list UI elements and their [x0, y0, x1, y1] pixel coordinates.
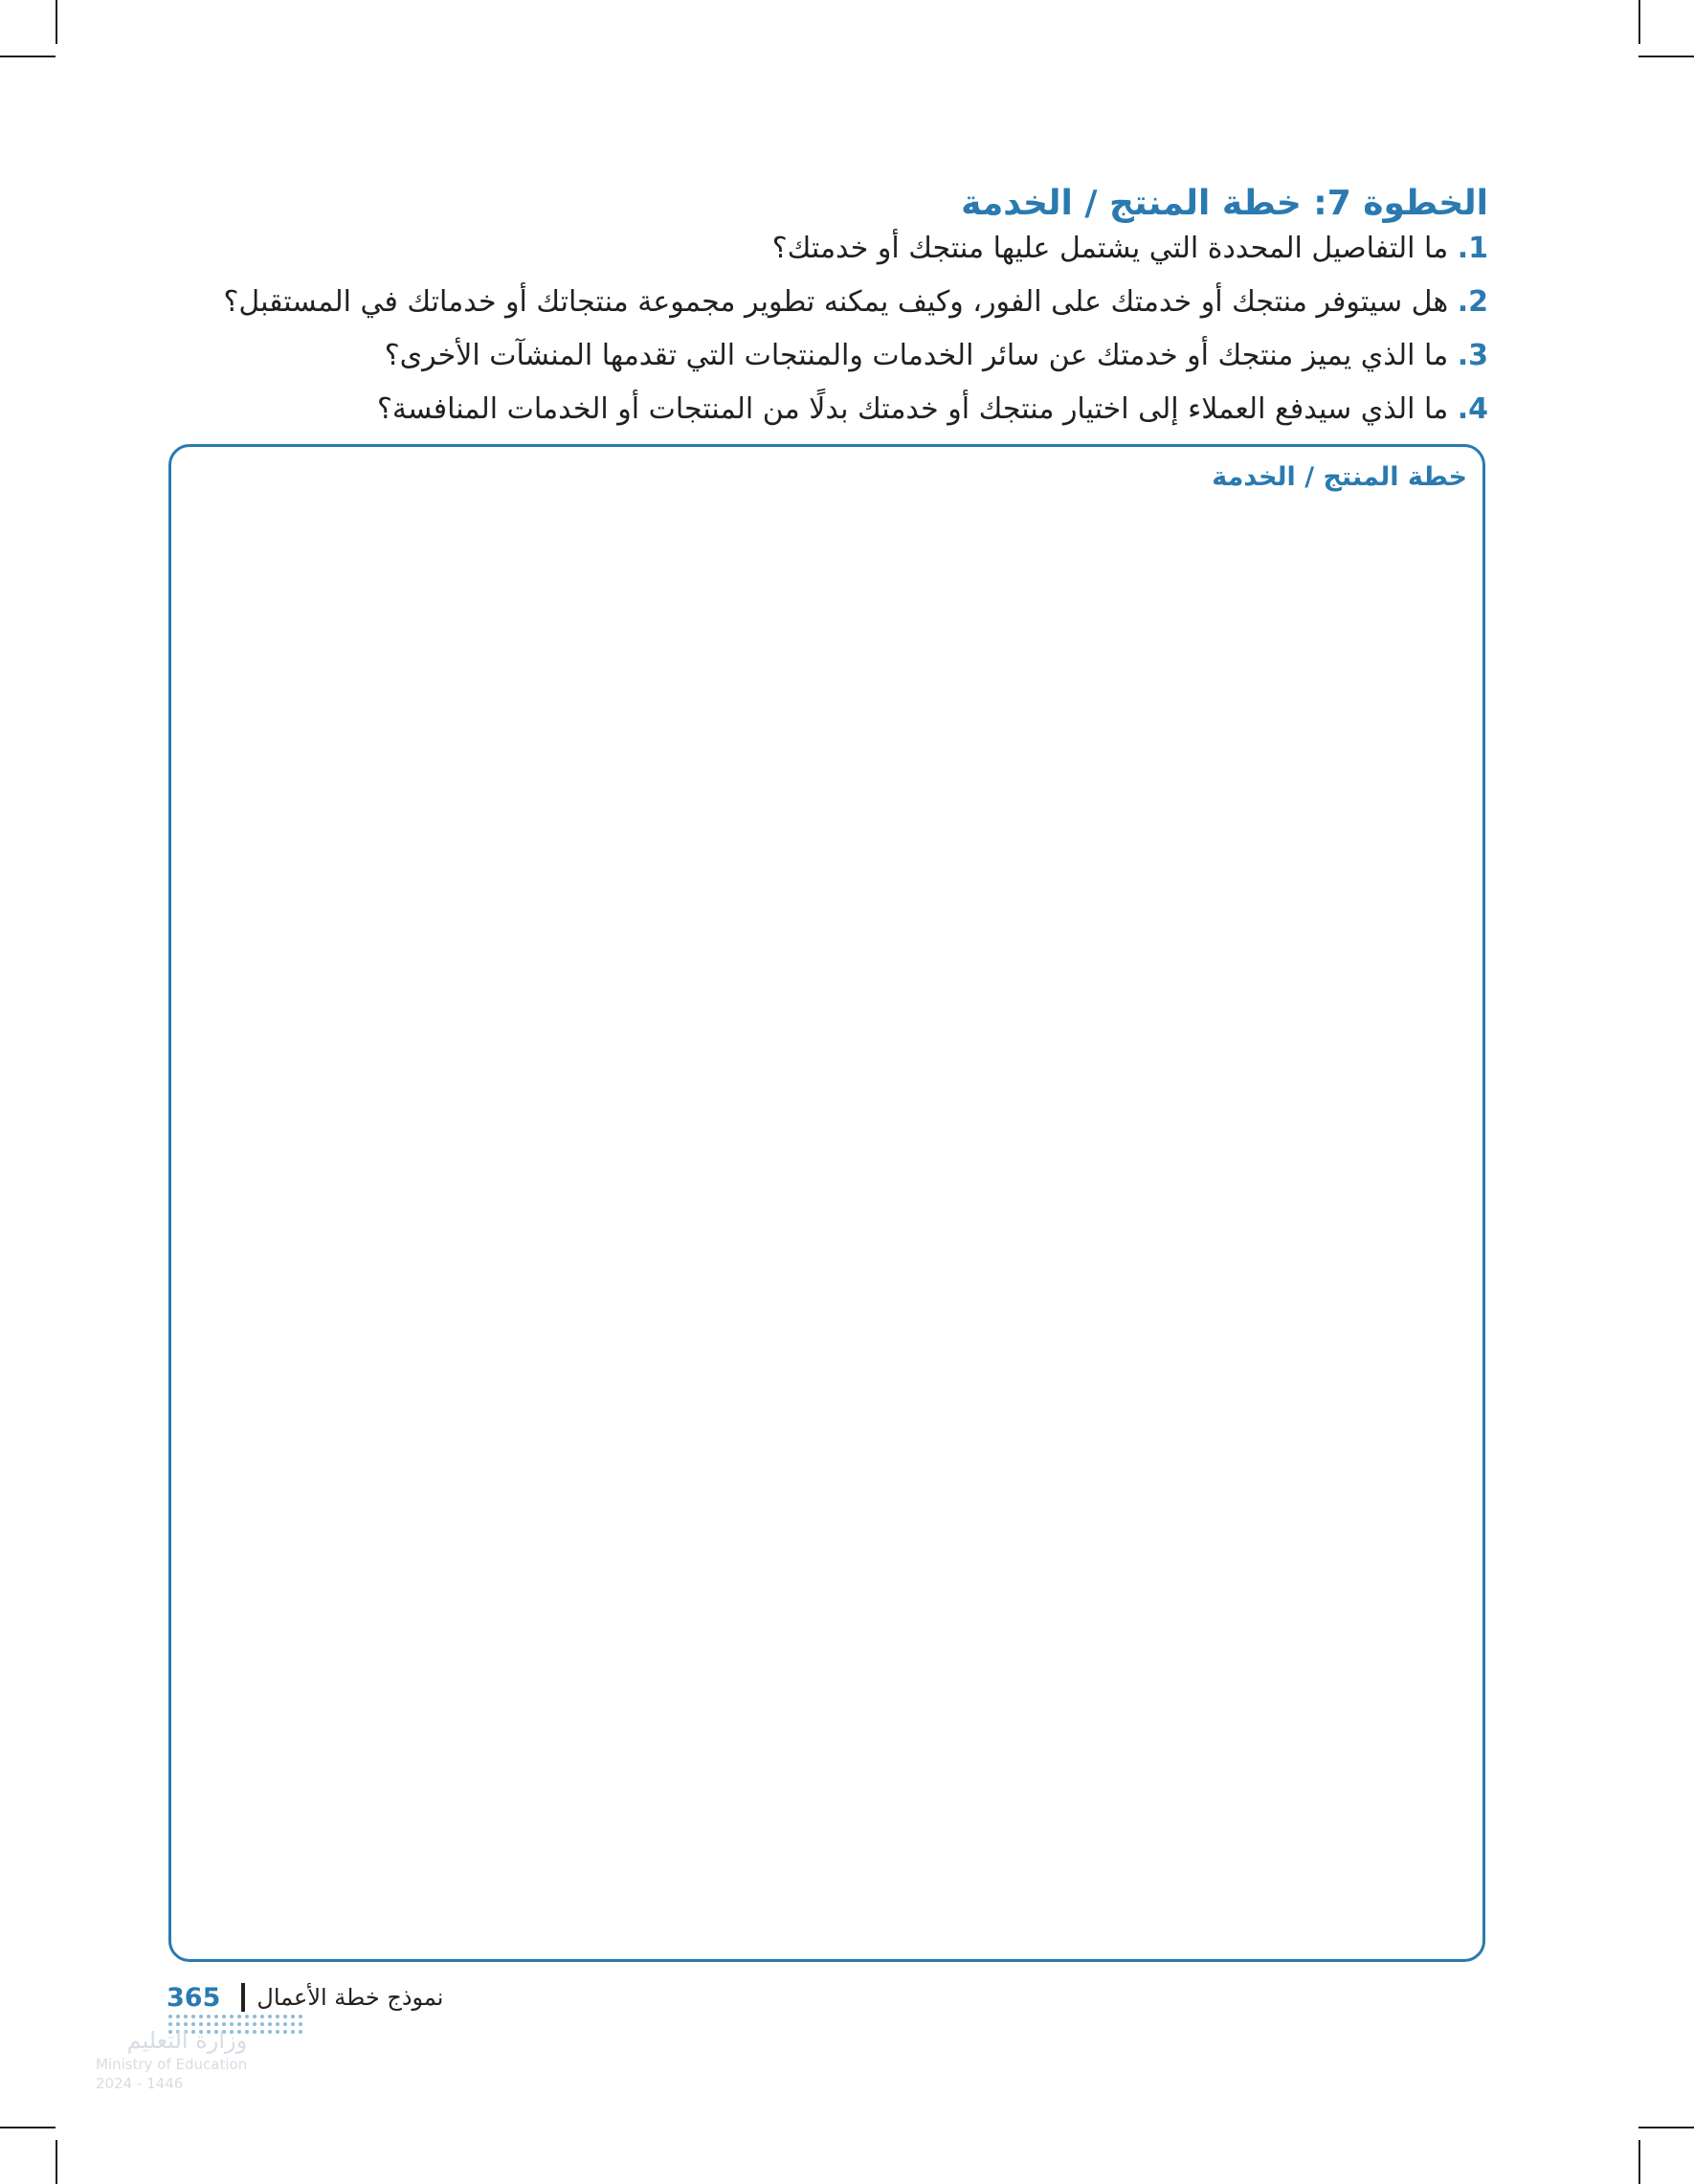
question-number: 2.	[1457, 285, 1488, 319]
ministry-watermark	[96, 2027, 247, 2092]
question-text: ما الذي سيدفع العملاء إلى اختيار منتجك أو خدمتك بدلًا من المنتجات أو الخدمات المنافسة؟	[377, 392, 1458, 426]
answer-box-title: خطة المنتج / الخدمة	[1212, 462, 1467, 492]
crop-mark	[1638, 2140, 1640, 2184]
question-list	[167, 222, 1488, 436]
question-item	[167, 276, 1488, 329]
crop-mark	[56, 0, 57, 44]
ministry-name-english: Ministry of Education	[96, 2056, 248, 2073]
footer-separator	[241, 1983, 245, 2012]
page-number: 365	[167, 1982, 221, 2013]
crop-mark	[0, 56, 56, 57]
question-text: ما التفاصيل المحددة التي يشتمل عليها منتجك أو خدمتك؟	[771, 232, 1458, 265]
question-item	[167, 383, 1488, 436]
crop-mark	[1638, 2127, 1694, 2128]
question-number: 1.	[1457, 232, 1488, 265]
question-number: 4.	[1457, 392, 1488, 426]
question-text: هل سيتوفر منتجك أو خدمتك على الفور، وكيف يمكنه تطوير مجموعة منتجاتك أو خدماتك في المستقبل؟	[223, 285, 1458, 319]
question-item	[167, 222, 1488, 276]
crop-mark	[1638, 56, 1694, 57]
crop-mark	[1638, 0, 1640, 44]
edition-year: 2024 - 1446	[96, 2075, 184, 2092]
question-number: 3.	[1457, 339, 1488, 372]
book-title: نموذج خطة الأعمال	[256, 1984, 444, 2011]
page-footer	[167, 1978, 443, 2017]
question-item	[167, 329, 1488, 383]
question-text: ما الذي يميز منتجك أو خدمتك عن سائر الخدمات والمنتجات التي تقدمها المنشآت الأخرى؟	[384, 339, 1458, 372]
crop-mark	[56, 2140, 57, 2184]
step-heading: الخطوة 7: خطة المنتج / الخدمة	[961, 184, 1488, 224]
answer-box[interactable]	[168, 444, 1485, 1962]
ministry-name-arabic: وزارة التعليم	[126, 2027, 248, 2054]
crop-mark	[0, 2127, 56, 2128]
